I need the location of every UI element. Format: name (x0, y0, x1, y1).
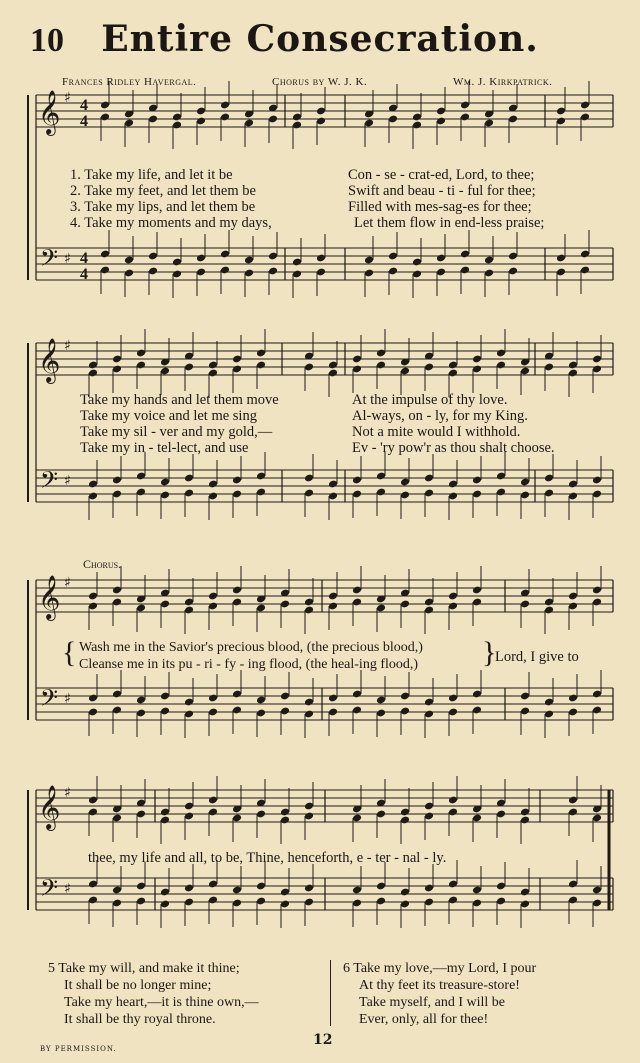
bass-clef-2: 𝄢 (40, 466, 59, 499)
verse-2-left: 2. Take my feet, and let them be (70, 183, 256, 199)
verse-3-right: Filled with mes-sag-es for thee; (348, 199, 532, 215)
verse-4-line2-left: Take my in - tel-lect, and use (80, 440, 249, 456)
verse-2-line2-left: Take my voice and let me sing (80, 408, 257, 424)
bass-clef-3: 𝄢 (40, 684, 59, 717)
key-sharp-bass-4: ♯ (64, 881, 71, 897)
key-sharp-2: ♯ (64, 338, 71, 354)
verse-3-line2-left: Take my sil - ver and my gold,— (80, 424, 273, 440)
verse-1-left: 1. Take my life, and let it be (70, 167, 233, 183)
stanza-5-line-2: It shall be no longer mine; (64, 978, 212, 993)
final-line: thee, my life and all, to be, Thine, henceforth, e - ter - nal - ly. (88, 850, 447, 866)
treble-clef-2: 𝄞 (38, 338, 61, 382)
key-sharp-bass-2: ♯ (64, 473, 71, 489)
stanza-6-line-4: Ever, only, all for thee! (359, 1012, 489, 1027)
composer-credit: Wm. J. Kirkpatrick. (453, 76, 553, 88)
stanza-5 (48, 960, 259, 1028)
stanza-6-line-1: 6 Take my love,—my Lord, I pour (343, 961, 537, 976)
verse-2-line2-right: Al-ways, on - ly, for my King. (352, 408, 528, 424)
hymn-number: 10 (30, 22, 64, 59)
verse-1-line2-right: At the impulse of thy love. (352, 392, 508, 408)
stanza-5-line-4: It shall be thy royal throne. (64, 1012, 216, 1027)
time-sig-bottom: 4 (80, 113, 88, 130)
verse-2-right: Swift and beau - ti - ful for thee; (348, 183, 536, 199)
chorus-line-1: Wash me in the Savior's precious blood, (the precious blood,) (79, 640, 423, 655)
time-sig-bass-bottom: 4 (80, 266, 88, 283)
bass-clef-4: 𝄢 (40, 874, 59, 907)
stanza-divider (330, 960, 331, 1026)
author-credit: Frances Ridley Havergal. (62, 76, 197, 88)
verse-4-right: Let them flow in end-less praise; (354, 215, 545, 231)
chorus-brace-left: { (62, 636, 77, 669)
page-number: 12 (313, 1032, 333, 1048)
treble-clef-3: 𝄞 (38, 575, 61, 619)
time-sig-top: 4 (80, 97, 88, 114)
chorus-credit: Chorus by W. J. K. (272, 76, 368, 88)
key-sharp-bass-1: ♯ (64, 251, 71, 267)
permission-note: BY PERMISSION. (40, 1045, 117, 1053)
treble-clef-4: 𝄞 (38, 785, 61, 829)
time-sig-bass-top: 4 (80, 250, 88, 267)
chorus-line-2: Cleanse me in its pu - ri - fy - ing flood, (the heal-ing flood,) (79, 657, 419, 672)
verse-1-line2-left: Take my hands and let them move (80, 392, 279, 408)
verse-1-right: Con - se - crat-ed, Lord, to thee; (348, 167, 535, 183)
hymn-title: Entire Consecration. (101, 18, 539, 60)
bass-clef-1: 𝄢 (40, 244, 59, 277)
chorus-tail: Lord, I give to (495, 649, 579, 665)
key-sharp-4: ♯ (64, 785, 71, 801)
verse-4-left: 4. Take my moments and my days, (70, 215, 272, 231)
key-sharp-bass-3: ♯ (64, 691, 71, 707)
verse-4-line2-right: Ev - 'ry pow'r as thou shalt choose. (352, 440, 555, 456)
chorus-brace-right: } (482, 636, 497, 669)
stanza-6-line-3: Take myself, and I will be (359, 995, 505, 1010)
treble-clef-1: 𝄞 (38, 90, 61, 134)
stanza-6-line-2: At thy feet its treasure-store! (359, 978, 520, 993)
stanza-5-line-3: Take my heart,—it is thine own,— (64, 995, 259, 1010)
key-sharp-1: ♯ (64, 90, 71, 106)
chorus-label: Chorus. (83, 557, 122, 571)
verse-3-line2-right: Not a mite would I withhold. (352, 424, 521, 440)
stanza-5-line-1: 5 Take my will, and make it thine; (48, 961, 240, 976)
stanza-6 (343, 960, 536, 1028)
verse-3-left: 3. Take my lips, and let them be (70, 199, 256, 215)
key-sharp-3: ♯ (64, 575, 71, 591)
